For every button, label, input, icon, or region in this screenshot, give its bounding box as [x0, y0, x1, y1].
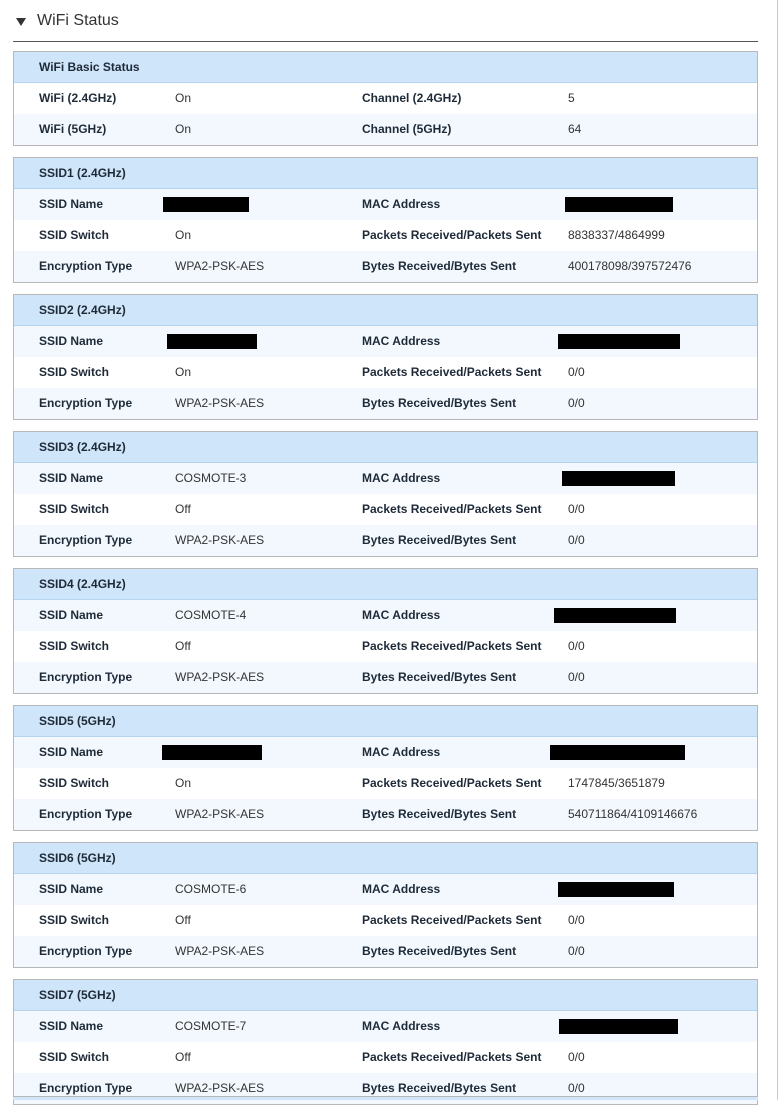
- bytes-label: Bytes Received/Bytes Sent: [362, 1081, 517, 1095]
- redacted-mac-address: [562, 471, 675, 486]
- ssid-name-label: SSID Name: [39, 334, 104, 348]
- table-row: [14, 326, 757, 357]
- panel-title: SSID6 (5GHz): [14, 843, 757, 874]
- encryption-type-value: WPA2-PSK-AES: [175, 944, 265, 958]
- table-row: [14, 1042, 757, 1073]
- section-title: WiFi Status: [37, 12, 119, 29]
- bytes-label: Bytes Received/Bytes Sent: [362, 396, 517, 410]
- table-row: [14, 494, 757, 525]
- ssid3-panel: [13, 431, 758, 557]
- wifi-24-label: WiFi (2.4GHz): [39, 91, 117, 105]
- table-row: [14, 905, 757, 936]
- table-row: [14, 936, 757, 967]
- packets-value: 0/0: [568, 1050, 585, 1064]
- wifi-5-value: On: [175, 122, 192, 136]
- bytes-label: Bytes Received/Bytes Sent: [362, 670, 517, 684]
- ssid-switch-label: SSID Switch: [39, 502, 110, 516]
- panel-title: WiFi Basic Status: [14, 52, 757, 83]
- table-row: [14, 525, 757, 556]
- next-panel-stub: [13, 1096, 758, 1100]
- ssid-switch-value: Off: [175, 639, 191, 653]
- bytes-value: 0/0: [568, 670, 585, 684]
- table-row: [14, 737, 757, 768]
- ssid-switch-label: SSID Switch: [39, 228, 110, 242]
- encryption-type-label: Encryption Type: [39, 396, 133, 410]
- channel-5-value: 64: [568, 122, 582, 136]
- bytes-label: Bytes Received/Bytes Sent: [362, 944, 517, 958]
- ssid-name-value: COSMOTE-4: [175, 608, 247, 622]
- encryption-type-value: WPA2-PSK-AES: [175, 670, 265, 684]
- encryption-type-label: Encryption Type: [39, 1081, 133, 1095]
- packets-value: 0/0: [568, 365, 585, 379]
- table-row: [14, 600, 757, 631]
- panel-title: SSID2 (2.4GHz): [14, 295, 757, 326]
- redacted-mac-address: [550, 745, 685, 760]
- collapse-caret-icon[interactable]: [16, 18, 26, 26]
- ssid-name-value: COSMOTE-7: [175, 1019, 247, 1033]
- encryption-type-label: Encryption Type: [39, 670, 133, 684]
- redacted-mac-address: [558, 882, 674, 897]
- bytes-label: Bytes Received/Bytes Sent: [362, 533, 517, 547]
- redacted-mac-address: [558, 334, 680, 349]
- page-right-border: [777, 0, 778, 1100]
- packets-value: 8838337/4864999: [568, 228, 665, 242]
- table-row: [14, 220, 757, 251]
- packets-label: Packets Received/Packets Sent: [362, 639, 542, 653]
- bytes-value: 0/0: [568, 1081, 585, 1095]
- ssid-switch-label: SSID Switch: [39, 913, 110, 927]
- ssid-switch-label: SSID Switch: [39, 1050, 110, 1064]
- panel-title: SSID4 (2.4GHz): [14, 569, 757, 600]
- wifi-5-label: WiFi (5GHz): [39, 122, 107, 136]
- packets-label: Packets Received/Packets Sent: [362, 228, 542, 242]
- ssid-switch-label: SSID Switch: [39, 639, 110, 653]
- encryption-type-label: Encryption Type: [39, 259, 133, 273]
- packets-label: Packets Received/Packets Sent: [362, 365, 542, 379]
- wifi-24-value: On: [175, 91, 192, 105]
- ssid-switch-label: SSID Switch: [39, 776, 110, 790]
- table-row: [14, 357, 757, 388]
- encryption-type-value: WPA2-PSK-AES: [175, 533, 265, 547]
- encryption-type-label: Encryption Type: [39, 944, 133, 958]
- bytes-label: Bytes Received/Bytes Sent: [362, 259, 517, 273]
- wifi-status-panels: [13, 51, 758, 1116]
- packets-value: 0/0: [568, 639, 585, 653]
- ssid-switch-value: Off: [175, 502, 191, 516]
- ssid-switch-value: Off: [175, 1050, 191, 1064]
- panel-title: SSID1 (2.4GHz): [14, 158, 757, 189]
- bytes-value: 400178098/397572476: [568, 259, 692, 273]
- panel-title: SSID7 (5GHz): [14, 980, 757, 1011]
- ssid-name-label: SSID Name: [39, 197, 104, 211]
- channel-24-label: Channel (2.4GHz): [362, 91, 462, 105]
- table-row: [14, 874, 757, 905]
- mac-address-label: MAC Address: [362, 334, 441, 348]
- bytes-label: Bytes Received/Bytes Sent: [362, 807, 517, 821]
- table-row: [14, 799, 757, 830]
- mac-address-label: MAC Address: [362, 197, 441, 211]
- ssid7-panel: [13, 979, 758, 1105]
- redacted-ssid-name: [163, 197, 249, 212]
- ssid-name-value: COSMOTE-3: [175, 471, 247, 485]
- redacted-mac-address: [554, 608, 676, 623]
- ssid-switch-value: On: [175, 776, 192, 790]
- table-row: [14, 251, 757, 282]
- packets-label: Packets Received/Packets Sent: [362, 1050, 542, 1064]
- ssid1-panel: [13, 157, 758, 283]
- ssid-name-label: SSID Name: [39, 1019, 104, 1033]
- mac-address-label: MAC Address: [362, 882, 441, 896]
- panel-title: SSID5 (5GHz): [14, 706, 757, 737]
- encryption-type-label: Encryption Type: [39, 533, 133, 547]
- table-row: [14, 388, 757, 419]
- bytes-value: 540711864/4109146676: [568, 807, 698, 821]
- mac-address-label: MAC Address: [362, 608, 441, 622]
- ssid-switch-value: On: [175, 228, 192, 242]
- redacted-ssid-name: [162, 745, 262, 760]
- table-row: [14, 463, 757, 494]
- channel-5-label: Channel (5GHz): [362, 122, 452, 136]
- mac-address-label: MAC Address: [362, 471, 441, 485]
- ssid6-panel: [13, 842, 758, 968]
- packets-value: 0/0: [568, 502, 585, 516]
- encryption-type-value: WPA2-PSK-AES: [175, 259, 265, 273]
- bytes-value: 0/0: [568, 396, 585, 410]
- encryption-type-value: WPA2-PSK-AES: [175, 396, 265, 410]
- bytes-value: 0/0: [568, 944, 585, 958]
- ssid4-panel: [13, 568, 758, 694]
- ssid-name-label: SSID Name: [39, 608, 104, 622]
- table-row: [14, 1011, 757, 1042]
- table-row: [14, 114, 757, 145]
- bytes-value: 0/0: [568, 533, 585, 547]
- table-row: [14, 83, 757, 114]
- packets-value: 0/0: [568, 913, 585, 927]
- encryption-type-value: WPA2-PSK-AES: [175, 807, 265, 821]
- ssid-name-label: SSID Name: [39, 745, 104, 759]
- panel-title: SSID3 (2.4GHz): [14, 432, 757, 463]
- mac-address-label: MAC Address: [362, 745, 441, 759]
- redacted-mac-address: [565, 197, 673, 212]
- mac-address-label: MAC Address: [362, 1019, 441, 1033]
- ssid-switch-value: On: [175, 365, 192, 379]
- packets-label: Packets Received/Packets Sent: [362, 776, 542, 790]
- table-row: [14, 662, 757, 693]
- ssid-switch-value: Off: [175, 913, 191, 927]
- ssid-name-value: COSMOTE-6: [175, 882, 247, 896]
- ssid-name-label: SSID Name: [39, 471, 104, 485]
- ssid5-panel: [13, 705, 758, 831]
- table-row: [14, 768, 757, 799]
- encryption-type-label: Encryption Type: [39, 807, 133, 821]
- encryption-type-value: WPA2-PSK-AES: [175, 1081, 265, 1095]
- table-row: [14, 189, 757, 220]
- packets-label: Packets Received/Packets Sent: [362, 913, 542, 927]
- packets-value: 1747845/3651879: [568, 776, 665, 790]
- ssid-switch-label: SSID Switch: [39, 365, 110, 379]
- packets-label: Packets Received/Packets Sent: [362, 502, 542, 516]
- channel-24-value: 5: [568, 91, 575, 105]
- redacted-mac-address: [559, 1019, 678, 1034]
- ssid-name-label: SSID Name: [39, 882, 104, 896]
- ssid2-panel: [13, 294, 758, 420]
- wifi-status-section-header[interactable]: [13, 0, 758, 42]
- wifi-basic-status-panel: [13, 51, 758, 146]
- table-row: [14, 631, 757, 662]
- redacted-ssid-name: [167, 334, 257, 349]
